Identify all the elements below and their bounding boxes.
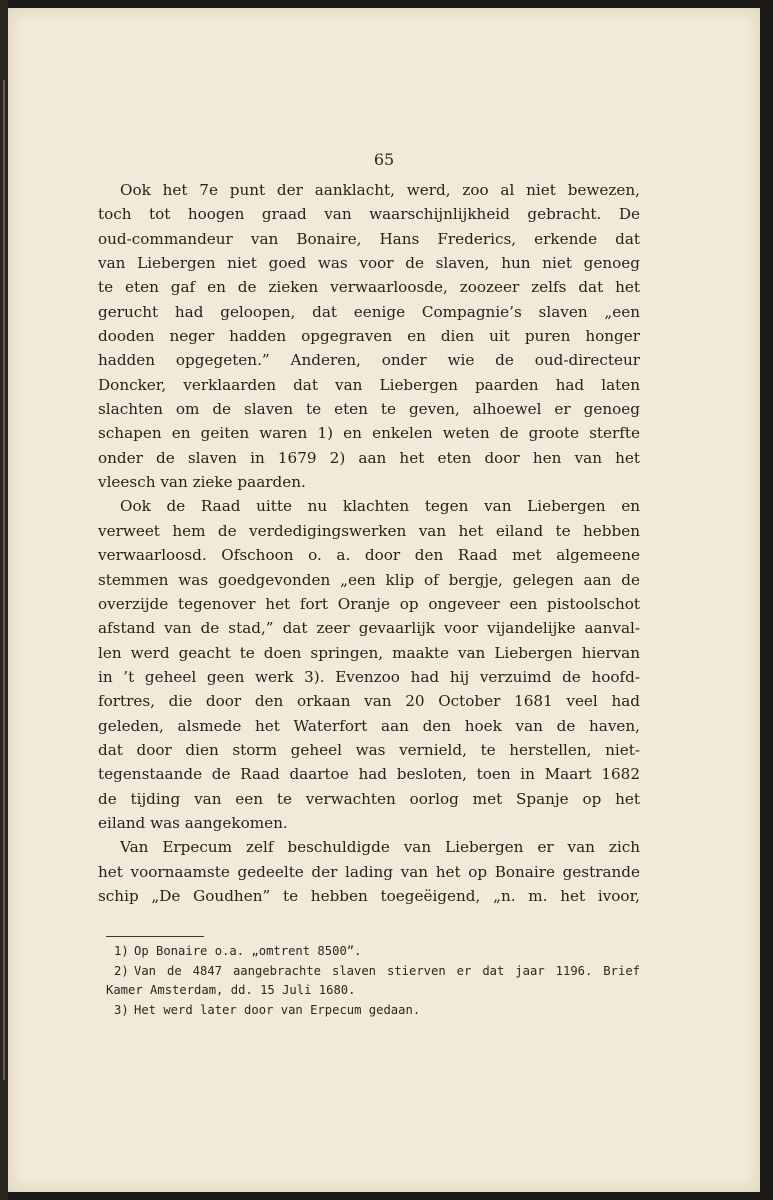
text-line: Van Erpecum zelf beschuldigde van Liebergen er van zich [120,838,640,857]
text-line: Ook de Raad uitte nu klachten tegen van Liebergen en [120,497,640,516]
footnote [106,942,640,962]
footnote-continuation [106,981,640,1001]
footnote [106,1001,640,1021]
footnote-marker: 1) [114,944,129,958]
text-line: de tijding van een te verwachten oorlog met Spanje op het [98,789,640,808]
text-line: in ’t geheel geen werk 3). Evenzoo had hij verzuimd de hoofd- [98,667,640,686]
text-line: slachten om de slaven te eten te geven, alhoewel er genoeg [98,400,640,419]
text-line: toch tot hoogen graad van waarschijnlijkheid gebracht. De [98,205,640,224]
text-line: dat door dien storm geheel was vernield, te herstellen, niet- [98,740,640,759]
text-line: van Liebergen niet goed was voor de slaven, hun niet genoeg [98,254,640,273]
text-line: eiland was aangekomen. [98,813,288,832]
text-line: stemmen was goedgevonden „een klip of bergje, gelegen aan de [98,570,640,589]
text-line: gerucht had geloopen, dat eenige Compagnie’s slaven „een [98,302,640,321]
body-text [98,178,640,908]
footnote-text: Kamer Amsterdam, dd. 15 Juli 1680. [106,983,356,997]
text-line: onder de slaven in 1679 2) aan het eten door hen van het [98,448,640,467]
text-line: Ook het 7e punt der aanklacht, werd, zoo al niet bewezen, [120,181,640,199]
text-line: verweet hem de verdedigingswerken van het eiland te hebben [98,521,640,540]
text-line: te eten gaf en de zieken verwaarloosde, zoozeer zelfs dat het [98,278,640,297]
footnote-text: Op Bonaire o.a. „omtrent 8500”. [134,944,362,958]
page-number: 65 [373,150,395,169]
footnote-text: Van de 4847 aangebrachte slaven stierven er dat jaar 1196. Brief [134,963,640,978]
text-line: het voornaamste gedeelte der lading van het op Bonaire gestrande [98,862,640,881]
text-line: schip „De Goudhen” te hebben toegeëigend, „n. m. het ivoor, [98,886,640,905]
text-line: vleesch van zieke paarden. [98,473,306,492]
footnotes [106,942,640,1020]
text-line: hadden opgegeten.” Anderen, onder wie de oud-directeur [98,351,640,370]
text-line: oud-commandeur van Bonaire, Hans Frederics, erkende dat [98,229,640,248]
footnote [106,962,640,982]
footnote-marker: 3) [114,1002,129,1017]
text-line: schapen en geiten waren 1) en enkelen weten de groote sterfte [98,424,640,443]
footnote-marker: 2) [114,963,129,978]
text-line: geleden, alsmede het Waterfort aan den hoek van de haven, [98,716,640,735]
page-gutter [0,0,8,1200]
text-line: fortres, die door den orkaan van 20 October 1681 veel had [98,692,640,711]
text-line: dooden neger hadden opgegraven en dien uit puren honger [98,327,640,346]
text-line: overzijde tegenover het fort Oranje op ongeveer een pistoolschot [98,594,640,613]
text-line: Doncker, verklaarden dat van Liebergen paarden had laten [98,375,640,394]
footnote-text: Het werd later door van Erpecum gedaan. [134,1002,421,1017]
footnote-rule [106,936,204,937]
text-line: verwaarloosd. Ofschoon o. a. door den Raad met algemeene [98,546,640,565]
text-line: afstand van de stad,” dat zeer gevaarlijk voor vijandelijke aanval- [98,619,640,638]
text-line: len werd geacht te doen springen, maakte van Liebergen hiervan [98,643,640,662]
text-line: tegenstaande de Raad daartoe had besloten, toen in Maart 1682 [98,765,640,784]
